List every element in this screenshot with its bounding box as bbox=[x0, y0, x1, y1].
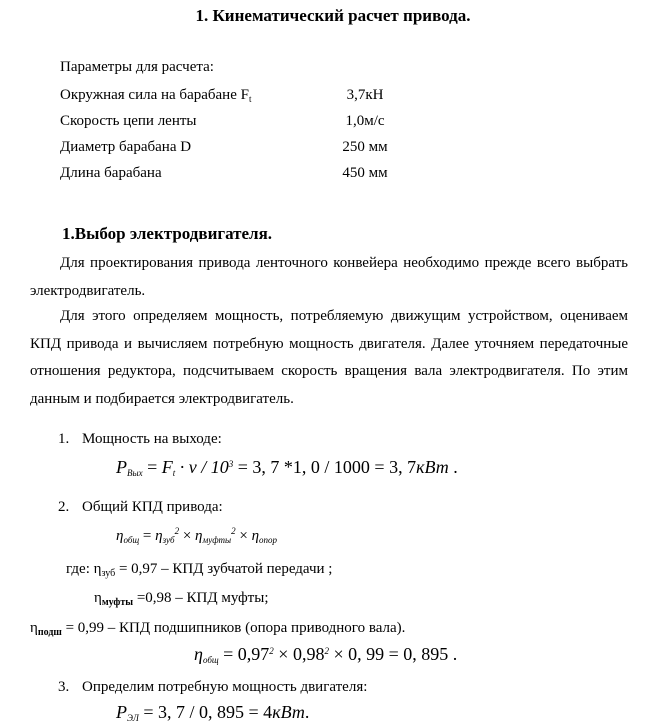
list-item-text: Определим потребную мощность двигателя: bbox=[82, 679, 368, 695]
param-label: Окружная сила на барабане $F_t$ bbox=[60, 87, 252, 104]
list-number: 2. bbox=[58, 499, 70, 515]
param-value: 450 мм bbox=[342, 165, 388, 181]
formula-total-efficiency: $\eta_{общ} = \eta_{зуб}^2 \times \eta_{муфты}^2 \times \eta_{опор}$ bbox=[116, 526, 278, 545]
formula-output-power: $P_{Вых} = F_t \cdot v / 10^3 = 3$, 7 *1, 0 / 1000 = 3, 7кВт . bbox=[116, 457, 458, 478]
formula-efficiency-result: $\eta_{общ} = 0,97^2 \times 0,98^2 \times 0$, 99 = 0, 895 . bbox=[194, 644, 458, 665]
list-item-text: Общий КПД привода: bbox=[82, 499, 223, 515]
param-label: Длина барабана bbox=[60, 165, 162, 181]
where-bearing: $\eta_{подш} = 0,99$ – КПД подшипников (опора приводного вала). bbox=[30, 620, 406, 638]
param-value: 1,0м/с bbox=[345, 113, 385, 129]
where-coupling: $\eta_{муфты} =0,98$ – КПД муфты; bbox=[94, 590, 269, 608]
params-heading: Параметры для расчета: bbox=[60, 59, 214, 75]
document-title: 1. Кинематический расчет привода. bbox=[195, 6, 471, 25]
section-heading: 1.Выбор электродвигателя. bbox=[62, 224, 273, 243]
param-value: 3,7кН bbox=[346, 87, 384, 103]
paragraph: Для этого определяем мощность, потребляемую движущим устройством, оцениваем КПД привода и вычисляем потребную мощность двигателя. Далее уточняем передаточные отношения редуктора, подсчитываем скорость вращения вала электродвигателя. По этим данным и подбирается электродвигатель. bbox=[30, 308, 628, 407]
list-number: 1. bbox=[58, 431, 70, 447]
param-label: Диаметр барабана D bbox=[60, 139, 192, 155]
list-number: 3. bbox=[58, 679, 70, 695]
where-gear: где: $\eta_{зуб} = 0,97$ – КПД зубчатой передачи ; bbox=[66, 561, 333, 579]
formula-motor-power: $P_{ЭЛ} = 3$, 7 / 0, 895 = 4кВт. bbox=[116, 702, 310, 723]
param-value: 250 мм bbox=[342, 139, 388, 155]
list-item-text: Мощность на выходе: bbox=[82, 431, 222, 447]
paragraph: Для проектирования привода ленточного конвейера необходимо прежде всего выбрать электродвигатель. bbox=[30, 255, 628, 299]
param-label: Скорость цепи ленты bbox=[60, 113, 197, 129]
